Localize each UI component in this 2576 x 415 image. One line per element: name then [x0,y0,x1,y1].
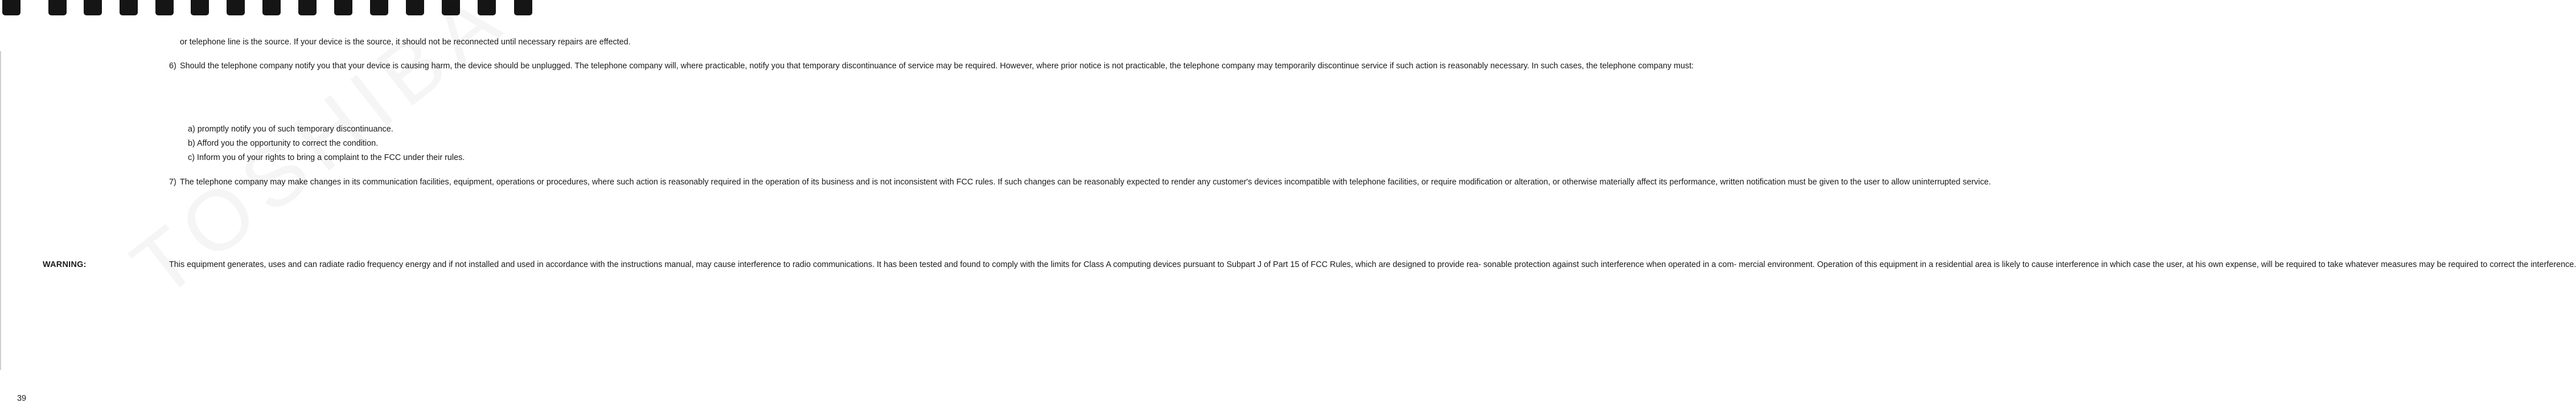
item-number: 7) [169,178,176,187]
binder-hole [155,0,174,15]
page-number: 39 [17,394,27,403]
sub-item: b) Afford you the opportunity to correct the condition. [188,139,379,148]
sub-item: a) promptly notify you of such temporary discontinuance. [188,125,393,134]
binder-hole [2,0,20,15]
binder-hole [334,0,352,15]
binder-hole [514,0,532,15]
warning-label: WARNING: [43,260,87,269]
binder-hole [227,0,245,15]
item-text: Should the telephone company notify you that your device is causing harm, the device should be unplugged. The telephone company will, where practicable, notify you that temporary discontinuance of service may be required. However, where prior notice is not practicable, the telephone company may temporarily discontinue service if such action is reasonably necessary. In such cases, the telephone company must: [180,61,1694,71]
sub-item: c) Inform you of your rights to bring a complaint to the FCC under their rules. [188,153,465,162]
binder-hole [298,0,317,15]
item-number: 6) [169,61,176,71]
binder-hole [120,0,138,15]
page-edge [0,51,1,370]
binder-hole [262,0,281,15]
intro-paragraph: or telephone line is the source. If your device is the source, it should not be reconnected until necessary repairs are effected. [180,38,631,47]
binder-hole [478,0,496,15]
binder-hole [406,0,424,15]
binder-hole [191,0,209,15]
warning-paragraph: This equipment generates, uses and can radiate radio frequency energy and if not installed and used in accordance with the instructions manual, may cause interference to radio communications. It has been tested and found to comply with the limits for Class A computing devices pursuant to Subpart J of Part 15 of FCC Rules, which are designed to provide rea- sonable protection against such interference when operated in a com- mercial environment. Operation of this equipment in a residential area is likely to cause interference in which case the user, at his own expense, will be required to take whatever measures may be required to correct the interference. [169,260,2576,269]
binder-hole [370,0,388,15]
item-text: The telephone company may make changes in its communication facilities, equipment, operations or procedures, where such action is reasonably required in the operation of its business and is not inconsistent with FCC rules. If such changes can be reasonably expected to render any customer's devices incompatible with telephone facilities, or require modification or alteration, or otherwise materially affect its performance, written notification must be given to the user to allow uninterrupted service. [180,178,1991,187]
binder-hole [84,0,102,15]
binder-hole [442,0,460,15]
binder-holes [0,0,541,18]
binder-hole [48,0,67,15]
